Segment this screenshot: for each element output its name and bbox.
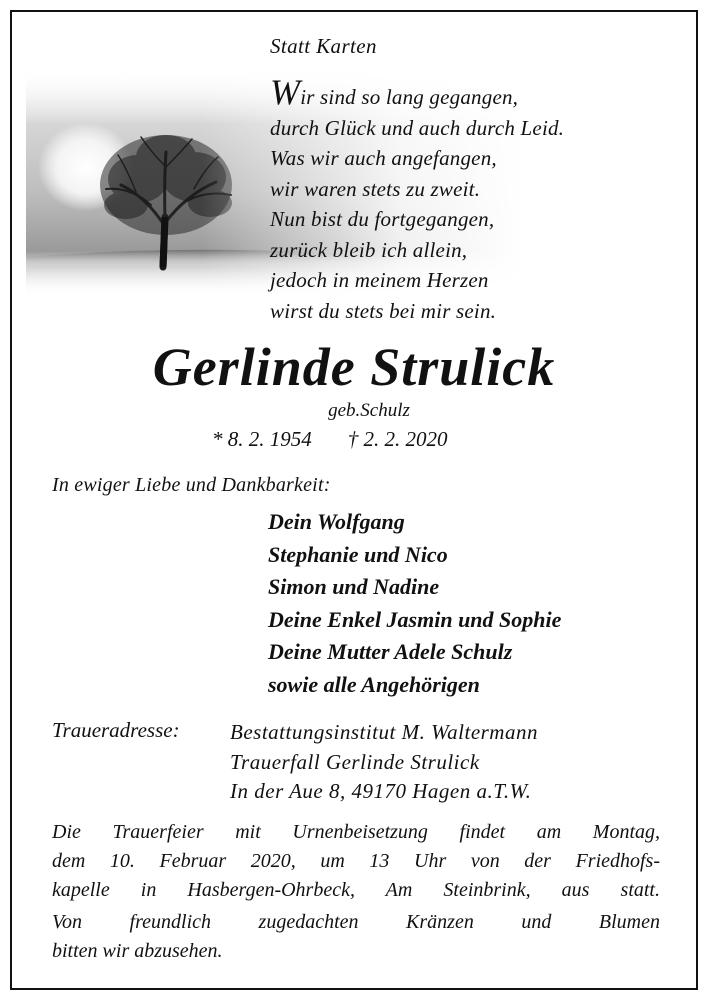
death-date: † 2. 2. 2020 xyxy=(347,427,448,451)
poem-line: zurück bleib ich allein, xyxy=(270,237,468,262)
mourner: Simon und Nadine xyxy=(268,574,440,599)
flowers-request xyxy=(52,908,660,966)
obituary-notice xyxy=(10,10,698,990)
poem-line: wir waren stets zu zweit. xyxy=(270,176,481,201)
dedication-intro: In ewiger Liebe und Dankbarkeit: xyxy=(52,474,331,496)
header-statt-karten: Statt Karten xyxy=(270,34,377,58)
poem-line-rest: ir sind so lang gegangen, xyxy=(300,85,519,109)
poem-line: jedoch in meinem Herzen xyxy=(270,268,489,292)
mourning-address xyxy=(230,718,538,807)
ceremony-line: kapelle in Hasbergen-Ohrbeck, Am Steinbrink, aus statt. xyxy=(52,879,660,901)
mourner: Deine Enkel Jasmin und Sophie xyxy=(268,606,562,632)
mourners-list xyxy=(268,506,561,701)
life-dates xyxy=(212,427,448,452)
poem-dropcap: W xyxy=(270,72,301,112)
poem-line: durch Glück und auch durch Leid. xyxy=(270,115,565,140)
address-line: In der Aue 8, 49170 Hagen a.T.W. xyxy=(230,779,532,803)
ceremony-line: dem 10. Februar 2020, um 13 Uhr von der Friedhofs- xyxy=(52,850,660,872)
maiden-name: geb.Schulz xyxy=(328,400,410,421)
ceremony-info xyxy=(52,818,660,905)
address-label: Traueradresse: xyxy=(52,718,180,742)
deceased-name: Gerlinde Strulick xyxy=(152,337,556,397)
poem xyxy=(270,72,565,326)
mourner: Deine Mutter Adele Schulz xyxy=(268,639,513,664)
address-line: Trauerfall Gerlinde Strulick xyxy=(230,749,480,774)
ceremony-line: Die Trauerfeier mit Urnenbeisetzung findet am Montag, xyxy=(52,821,660,843)
poem-line xyxy=(270,72,564,113)
poem-line: Was wir auch angefangen, xyxy=(270,146,497,170)
address-line: Bestattungsinstitut M. Waltermann xyxy=(230,720,538,744)
mourner: Stephanie und Nico xyxy=(268,541,448,567)
flowers-line: bitten wir abzusehen. xyxy=(52,940,223,962)
mourner: Dein Wolfgang xyxy=(268,509,405,534)
flowers-line: Von freundlich zugedachten Kränzen und Blumen xyxy=(52,911,660,933)
poem-line: wirst du stets bei mir sein. xyxy=(270,298,497,323)
birth-date: * 8. 2. 1954 xyxy=(212,427,312,451)
mourner: sowie alle Angehörigen xyxy=(268,671,480,697)
poem-line: Nun bist du fortgegangen, xyxy=(270,207,495,231)
